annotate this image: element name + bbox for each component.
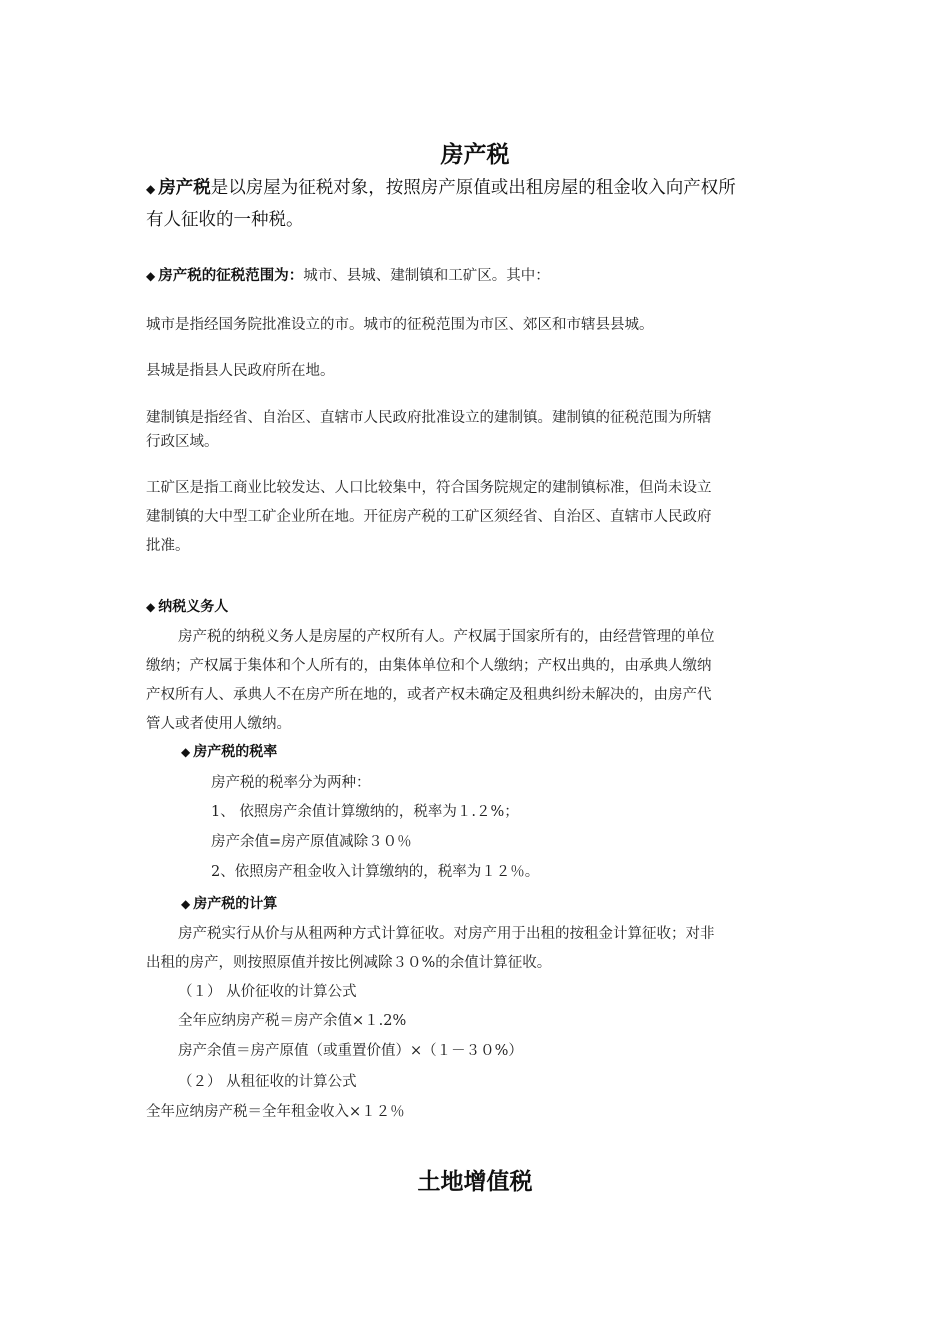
rate-heading — [181, 742, 277, 762]
scope-county: 县城是指县人民政府所在地。 — [146, 363, 335, 379]
taxpayer-line-3: 产权所有人、承典人不在房产所在地的，或者产权未确定及租典纠纷未解决的，由房产代 — [146, 687, 712, 703]
rate-intro: 房产税的税率分为两种： — [211, 775, 371, 791]
taxpayer-line-1: 房产税的纳税义务人是房屋的产权所有人。产权属于国家所有的，由经营管理的单位 — [178, 629, 715, 645]
scope-town-line-1: 建制镇是指经省、自治区、直辖市人民政府批准设立的建制镇。建制镇的征税范围为所辖 — [146, 410, 712, 426]
scope-city: 城市是指经国务院批准设立的市。城市的征税范围为市区、郊区和市辖县县城。 — [146, 317, 654, 333]
diamond-bullet-icon: ◆ — [146, 269, 156, 283]
intro-term: 房产税 — [158, 178, 211, 198]
rate-item-1: 1、 依照房产余值计算缴纳的，税率为１.２%； — [211, 804, 519, 820]
scope-town-line-2: 行政区域。 — [146, 434, 219, 450]
scope-heading-text: 城市、县城、建制镇和工矿区。其中： — [303, 268, 550, 284]
diamond-bullet-icon: ◆ — [146, 600, 156, 614]
scope-mine-line-1: 工矿区是指工商业比较发达、人口比较集中，符合国务院规定的建制镇标准，但尚未设立 — [146, 480, 712, 496]
diamond-bullet-icon: ◆ — [181, 897, 191, 911]
intro-line-1 — [146, 176, 736, 201]
calc-line-2: 出租的房产，则按照原值并按比例减除３０%的余值计算征收。 — [146, 955, 552, 971]
formula-1-a: 全年应纳房产税＝房产余值×１.2% — [178, 1013, 407, 1029]
intro-line-2: 有人征收的一种税。 — [146, 210, 304, 230]
page-title: 房产税 — [440, 142, 510, 168]
rate-heading-label: 房产税的税率 — [193, 744, 278, 760]
scope-mine-line-2: 建制镇的大中型工矿企业所在地。开征房产税的工矿区须经省、自治区、直辖市人民政府 — [146, 509, 712, 525]
formula-1-b: 房产余值＝房产原值（或重置价值）×（１－３０%） — [178, 1043, 523, 1059]
diamond-bullet-icon: ◆ — [181, 745, 191, 759]
calc-line-1: 房产税实行从价与从租两种方式计算征收。对房产用于出租的按租金计算征收；对非 — [178, 926, 715, 942]
intro-text: 是以房屋为征税对象，按照房产原值或出租房屋的租金收入向产权所 — [210, 178, 736, 198]
taxpayer-heading — [146, 597, 228, 617]
taxpayer-line-2: 缴纳；产权属于集体和个人所有的，由集体单位和个人缴纳；产权出典的，由承典人缴纳 — [146, 658, 712, 674]
formula-2-label: （２） 从租征收的计算公式 — [178, 1074, 357, 1090]
scope-heading-label: 房产税的征税范围为： — [158, 268, 304, 284]
formula-1-label: （１） 从价征收的计算公式 — [178, 984, 357, 1000]
calc-heading-label: 房产税的计算 — [193, 896, 278, 912]
next-section-title: 土地增值税 — [417, 1169, 533, 1195]
scope-mine-line-3: 批准。 — [146, 538, 190, 554]
scope-heading — [146, 266, 550, 286]
taxpayer-line-4: 管人或者使用人缴纳。 — [146, 716, 291, 732]
rate-item-1-note: 房产余值=房产原值减除３０％ — [211, 834, 412, 850]
formula-2-a: 全年应纳房产税＝全年租金收入×１２％ — [146, 1104, 405, 1120]
diamond-bullet-icon: ◆ — [146, 182, 156, 196]
rate-item-2: 2、依照房产租金收入计算缴纳的，税率为１２％。 — [211, 864, 540, 880]
calc-heading — [181, 894, 277, 914]
taxpayer-heading-label: 纳税义务人 — [158, 599, 229, 615]
